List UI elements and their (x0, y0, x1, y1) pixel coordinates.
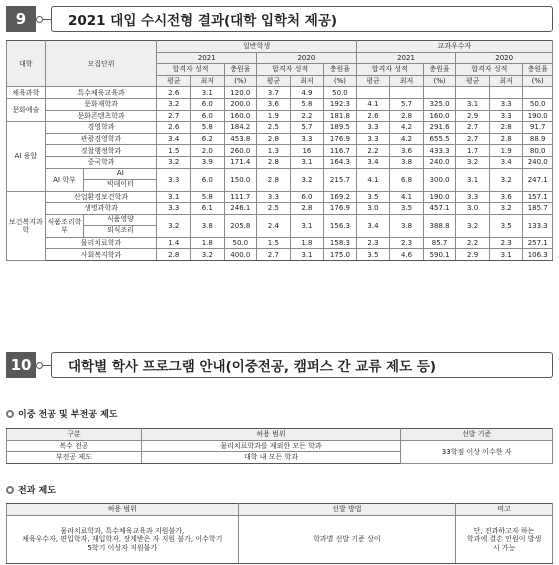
value-cell: 655.5 (423, 133, 456, 145)
value-cell: 175.0 (324, 249, 357, 261)
value-cell: 2.8 (257, 133, 291, 145)
value-cell: 176.9 (324, 203, 357, 215)
value-cell: 2.7 (257, 249, 291, 261)
value-cell: 3.9 (191, 156, 225, 168)
value-cell: 205.8 (224, 214, 257, 237)
circle-bullet-icon (6, 486, 14, 494)
value-cell: 2.2 (456, 237, 490, 249)
university-cell: AI 융합 (7, 122, 46, 191)
value-cell: 3.2 (456, 214, 490, 237)
value-cell: 3.6 (257, 98, 291, 110)
value-cell: 5.7 (290, 122, 324, 134)
sub-unit-label: 식품영양 (84, 215, 156, 226)
value-cell: 50.0 (324, 87, 357, 99)
value-cell: 3.1 (157, 191, 191, 203)
header-pct: (%) (324, 75, 357, 87)
header-avg: 평균 (257, 75, 291, 87)
value-cell: 4.6 (390, 249, 424, 261)
value-cell: 156.3 (324, 214, 357, 237)
header-avg: 평균 (356, 75, 390, 87)
value-cell: 400.0 (224, 249, 257, 261)
value-cell: 2.2 (356, 145, 390, 157)
value-cell: 3.2 (157, 98, 191, 110)
method-cell: 학과별 선발 기준 상이 (238, 516, 456, 564)
value-cell: 5.8 (191, 122, 225, 134)
value-cell: 1.8 (290, 237, 324, 249)
section-number: 9 (6, 6, 36, 32)
university-cell: 체육과학 (7, 87, 46, 99)
table-row (7, 237, 553, 249)
value-cell: 2.3 (390, 237, 424, 249)
value-cell: 2.0 (191, 145, 225, 157)
value-cell: 457.1 (423, 203, 456, 215)
header-year: 2020 (257, 52, 357, 64)
value-cell: 158.3 (324, 237, 357, 249)
value-cell: 1.4 (157, 237, 191, 249)
value-cell: 3.1 (456, 168, 490, 191)
university-cell: 문화예술 (7, 98, 46, 121)
value-cell: 6.8 (390, 168, 424, 191)
transfer-heading (6, 483, 56, 496)
value-cell: 116.7 (324, 145, 357, 157)
value-cell: 260.0 (224, 145, 257, 157)
unit-cell: 물리치료학과 (45, 237, 157, 249)
value-cell (423, 87, 456, 99)
value-cell: 3.8 (390, 214, 424, 237)
value-cell: 88.9 (523, 133, 553, 145)
table-row (7, 191, 553, 203)
value-cell: 190.0 (523, 110, 553, 122)
header-avg: 평균 (157, 75, 191, 87)
value-cell: 3.4 (157, 133, 191, 145)
header-method: 선발 방법 (238, 504, 456, 516)
value-cell: 3.0 (356, 203, 390, 215)
value-cell: 240.0 (423, 156, 456, 168)
table-row (7, 87, 553, 99)
connector-dot (36, 16, 43, 23)
value-cell: 3.4 (356, 156, 390, 168)
range-cell (7, 516, 239, 564)
value-cell: 181.8 (324, 110, 357, 122)
value-cell: 5.7 (390, 98, 424, 110)
unit-cell: 식품조리학부 (45, 214, 84, 237)
value-cell: 169.2 (324, 191, 357, 203)
value-cell: 3.2 (489, 203, 523, 215)
header-min: 최저 (390, 75, 424, 87)
note-line: 단, 전과하고자 하는 (473, 527, 535, 536)
value-cell: 453.8 (224, 133, 257, 145)
value-cell: 3.5 (489, 214, 523, 237)
value-cell: 50.0 (523, 98, 553, 110)
value-cell: 2.9 (456, 249, 490, 261)
value-cell: 246.1 (224, 203, 257, 215)
value-cell: 3.7 (257, 87, 291, 99)
connector-line (43, 19, 51, 20)
table-row (7, 156, 553, 168)
value-cell: 1.8 (191, 237, 225, 249)
table-row (7, 110, 553, 122)
value-cell: 200.0 (224, 98, 257, 110)
header-rate: 충원율 (423, 64, 456, 76)
value-cell: 2.8 (489, 122, 523, 134)
value-cell: 1.9 (489, 145, 523, 157)
value-cell: 3.1 (290, 214, 324, 237)
value-cell: 2.5 (257, 122, 291, 134)
header-year: 2021 (356, 52, 456, 64)
value-cell: 80.0 (523, 145, 553, 157)
criteria-cell: 33학점 이상 이수한 자 (401, 440, 553, 463)
value-cell: 2.8 (257, 168, 291, 191)
value-cell: 2.5 (257, 203, 291, 215)
value-cell: 2.2 (290, 110, 324, 122)
value-cell: 150.0 (224, 168, 257, 191)
header-min: 최저 (191, 75, 225, 87)
value-cell: 2.3 (356, 237, 390, 249)
value-cell: 133.3 (523, 214, 553, 237)
value-cell: 4.1 (356, 168, 390, 191)
value-cell: 111.7 (224, 191, 257, 203)
unit-cell: 경찰행정학과 (45, 145, 157, 157)
value-cell: 85.7 (423, 237, 456, 249)
note-line: 시 가능 (492, 543, 516, 552)
unit-cell: 문화콘텐츠학과 (45, 110, 157, 122)
transfer-title: 전과 제도 (18, 486, 56, 496)
value-cell: 3.1 (191, 87, 225, 99)
sub-unit-label: 빅데이터 (106, 179, 134, 188)
header-type: 구분 (7, 429, 142, 441)
double-major-title: 이중 전공 및 부전공 제도 (18, 410, 118, 420)
value-cell: 189.5 (324, 122, 357, 134)
value-cell: 160.0 (224, 110, 257, 122)
value-cell: 3.8 (191, 214, 225, 237)
value-cell: 176.9 (324, 133, 357, 145)
value-cell: 6.0 (191, 98, 225, 110)
header-excellent: 교과우수자 (356, 41, 552, 53)
header-min: 최저 (489, 75, 523, 87)
value-cell (456, 87, 490, 99)
value-cell: 3.6 (489, 191, 523, 203)
value-cell: 257.1 (523, 237, 553, 249)
range-line: 5학기 이상자 지원불가 (87, 543, 158, 552)
value-cell: 2.6 (157, 87, 191, 99)
value-cell: 4.2 (390, 133, 424, 145)
value-cell: 5.8 (290, 98, 324, 110)
value-cell: 4.1 (390, 191, 424, 203)
value-cell: 5.8 (191, 191, 225, 203)
value-cell: 2.7 (456, 122, 490, 134)
note-cell (456, 516, 553, 564)
header-unit: 모집단위 (45, 41, 157, 87)
header-criteria: 선발 기준 (401, 429, 553, 441)
value-cell: 91.7 (523, 122, 553, 134)
unit-cell: AI 학부 (45, 168, 84, 191)
unit-cell: 경영학과 (45, 122, 157, 134)
value-cell: 4.2 (390, 122, 424, 134)
sub-unit-label: 외식조리 (106, 225, 134, 234)
value-cell: 157.1 (523, 191, 553, 203)
value-cell: 6.0 (191, 168, 225, 191)
value-cell: 3.1 (456, 98, 490, 110)
table-row (7, 122, 553, 134)
value-cell: 2.7 (456, 133, 490, 145)
value-cell: 2.6 (157, 122, 191, 134)
value-cell: 2.8 (290, 203, 324, 215)
sub-unit-cell (84, 214, 157, 237)
value-cell: 3.5 (356, 249, 390, 261)
table-row (7, 145, 553, 157)
connector-line (43, 365, 51, 366)
header-note: 비고 (456, 504, 553, 516)
section-title: 2021 대입 수시전형 결과(대학 입학처 제공) (51, 6, 553, 32)
header-avg: 평균 (456, 75, 490, 87)
value-cell: 3.8 (390, 156, 424, 168)
value-cell (356, 87, 390, 99)
value-cell: 3.3 (356, 133, 390, 145)
value-cell: 2.8 (489, 133, 523, 145)
value-cell: 2.3 (489, 237, 523, 249)
value-cell: 3.1 (290, 249, 324, 261)
value-cell: 590.1 (423, 249, 456, 261)
header-general: 일반학생 (157, 41, 356, 53)
value-cell: 16 (290, 145, 324, 157)
unit-cell: 문화재학과 (45, 98, 157, 110)
value-cell: 160.0 (423, 110, 456, 122)
header-pass-score: 합격자 성적 (456, 64, 523, 76)
unit-cell: 중국학과 (45, 156, 157, 168)
range-cell: 대학 내 모든 학과 (141, 452, 401, 464)
range-line: 물리치료학과, 특수체육교육과 지원불가, (60, 527, 185, 536)
value-cell: 6.0 (290, 191, 324, 203)
university-cell: 보건복지과학 (7, 191, 46, 260)
value-cell: 3.3 (489, 98, 523, 110)
note-line: 학과에 결손 인원이 발생 (466, 535, 542, 544)
range-cell: 물리치료학과를 제외한 모든 학과 (141, 440, 401, 452)
value-cell: 2.8 (257, 156, 291, 168)
type-cell: 복수 전공 (7, 440, 142, 452)
value-cell: 3.4 (489, 156, 523, 168)
value-cell: 3.2 (456, 156, 490, 168)
value-cell: 3.4 (356, 214, 390, 237)
value-cell: 3.2 (290, 168, 324, 191)
header-range: 허용 범위 (7, 504, 239, 516)
unit-cell: 생명과학과 (45, 203, 157, 215)
sub-unit-cell (84, 168, 157, 191)
value-cell: 3.3 (456, 191, 490, 203)
value-cell: 3.3 (157, 168, 191, 191)
value-cell (489, 87, 523, 99)
header-rate: 충원율 (224, 64, 257, 76)
table-row (7, 214, 553, 237)
header-rate: 충원율 (324, 64, 357, 76)
value-cell: 120.0 (224, 87, 257, 99)
admission-results-table (6, 40, 553, 261)
value-cell: 1.3 (257, 145, 291, 157)
value-cell: 164.3 (324, 156, 357, 168)
value-cell: 2.4 (257, 214, 291, 237)
value-cell: 240.0 (523, 156, 553, 168)
header-pass-score: 합격자 성적 (356, 64, 423, 76)
value-cell: 6.0 (191, 110, 225, 122)
value-cell: 433.3 (423, 145, 456, 157)
value-cell: 2.8 (157, 249, 191, 261)
value-cell: 171.4 (224, 156, 257, 168)
unit-cell: 관광경영학과 (45, 133, 157, 145)
value-cell (390, 87, 424, 99)
value-cell: 3.2 (157, 214, 191, 237)
table-row (7, 133, 553, 145)
value-cell: 2.9 (456, 110, 490, 122)
value-cell: 3.0 (456, 203, 490, 215)
value-cell: 1.5 (157, 145, 191, 157)
admission-results-body (7, 87, 553, 261)
range-line: 체육우수자, 편입학자, 재입학자, 장계받은 자 지원 불가, 이수학기 (22, 535, 223, 544)
value-cell: 215.7 (324, 168, 357, 191)
double-major-heading (6, 407, 117, 420)
table-row (7, 98, 553, 110)
type-cell: 부전공 제도 (7, 452, 142, 464)
value-cell: 3.3 (157, 203, 191, 215)
section-number: 10 (6, 352, 36, 378)
table-row (7, 249, 553, 261)
double-major-table (6, 428, 553, 464)
value-cell (523, 87, 553, 99)
header-pass-score: 합격자 성적 (257, 64, 324, 76)
table-row (7, 203, 553, 215)
header-min: 최저 (290, 75, 324, 87)
value-cell: 3.3 (290, 133, 324, 145)
value-cell: 3.3 (257, 191, 291, 203)
value-cell: 184.2 (224, 122, 257, 134)
header-pct: (%) (423, 75, 456, 87)
section-9-header (6, 6, 553, 34)
value-cell: 325.0 (423, 98, 456, 110)
value-cell: 388.8 (423, 214, 456, 237)
value-cell: 300.0 (423, 168, 456, 191)
unit-cell: 특수체육교육과 (45, 87, 157, 99)
value-cell: 3.1 (489, 249, 523, 261)
value-cell: 185.7 (523, 203, 553, 215)
value-cell: 2.7 (157, 110, 191, 122)
value-cell: 1.5 (257, 237, 291, 249)
value-cell: 3.5 (390, 203, 424, 215)
value-cell: 247.1 (523, 168, 553, 191)
header-range: 허용 범위 (141, 429, 401, 441)
value-cell: 6.1 (191, 203, 225, 215)
value-cell: 50.0 (224, 237, 257, 249)
value-cell: 4.9 (290, 87, 324, 99)
value-cell: 3.2 (157, 156, 191, 168)
header-pct: (%) (523, 75, 553, 87)
header-year: 2021 (157, 52, 257, 64)
header-rate: 충원율 (523, 64, 553, 76)
unit-cell: 산업환경보건학과 (45, 191, 157, 203)
value-cell: 3.2 (489, 168, 523, 191)
header-year: 2020 (456, 52, 553, 64)
value-cell: 3.6 (390, 145, 424, 157)
sub-unit-label: AI (84, 169, 156, 180)
header-pct: (%) (224, 75, 257, 87)
value-cell: 3.5 (356, 191, 390, 203)
value-cell: 4.1 (356, 98, 390, 110)
value-cell: 6.2 (191, 133, 225, 145)
value-cell: 106.3 (523, 249, 553, 261)
table-row (7, 168, 553, 191)
value-cell: 3.3 (356, 122, 390, 134)
connector-dot (36, 362, 43, 369)
value-cell: 3.1 (290, 156, 324, 168)
transfer-table (6, 503, 553, 564)
value-cell: 1.9 (257, 110, 291, 122)
header-pass-score: 합격자 성적 (157, 64, 224, 76)
circle-bullet-icon (6, 410, 14, 418)
value-cell: 1.7 (456, 145, 490, 157)
header-university: 대학 (7, 41, 46, 87)
value-cell: 2.6 (356, 110, 390, 122)
value-cell: 190.0 (423, 191, 456, 203)
value-cell: 291.6 (423, 122, 456, 134)
unit-cell: 사회복지학과 (45, 249, 157, 261)
section-title: 대학별 학사 프로그램 안내(이중전공, 캠퍼스 간 교류 제도 등) (51, 352, 553, 378)
section-10-header (6, 352, 553, 380)
value-cell: 192.3 (324, 98, 357, 110)
value-cell: 3.2 (191, 249, 225, 261)
value-cell: 3.3 (489, 110, 523, 122)
value-cell: 2.8 (390, 110, 424, 122)
